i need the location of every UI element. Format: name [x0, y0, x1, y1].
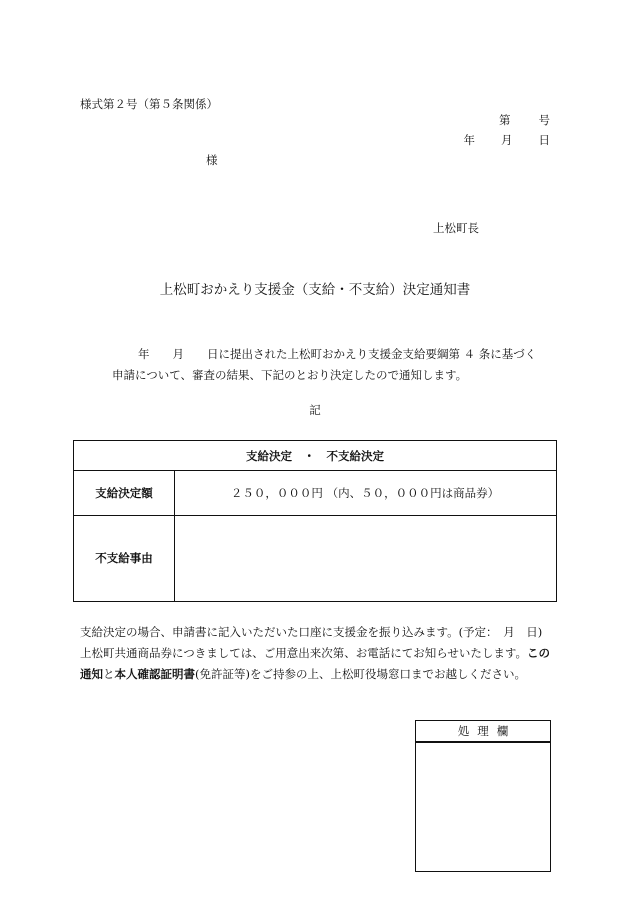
reason-row — [74, 515, 556, 601]
amount-row — [74, 470, 556, 516]
notice-line-2 — [80, 643, 550, 664]
notice-line-2-text: 上松町共通商品券につきましては、ご用意出来次第、お電話にてお知らせいたします。 — [80, 646, 528, 660]
notice-to: と — [103, 667, 115, 681]
amount-label: 支給決定額 — [74, 470, 175, 515]
processing-box-label: 処理欄 — [416, 721, 550, 743]
document-number-prefix: 第 — [499, 113, 511, 127]
notice-line-2-bold: この — [527, 646, 551, 660]
recipient-honorific: 様 — [206, 153, 218, 167]
notice-text — [80, 622, 550, 685]
date-year: 年 — [463, 133, 475, 147]
reason-label: 不支給事由 — [74, 515, 175, 601]
ki-heading: 記 — [309, 403, 321, 417]
document-title: 上松町おかえり支援金（支給・不支給）決定通知書 — [159, 282, 471, 298]
decision-table — [73, 440, 557, 602]
body-text — [112, 344, 536, 386]
notice-line-3-text: (免許証等)をご持参の上、上松町役場窓口までお越しください。 — [195, 667, 526, 681]
body-line-2: 申請について、審査の結果、下記のとおり決定したので通知します。 — [112, 368, 468, 382]
notice-bold-tsuchi: 通知 — [80, 667, 103, 681]
issuer: 上松町長 — [433, 221, 479, 235]
amount-value: ２５０，０００円 （内、５０，０００円は商品券） — [230, 485, 500, 500]
decision-header: 支給決定 ・ 不支給決定 — [74, 441, 556, 471]
notice-line-1: 支給決定の場合、申請書に記入いただいた口座に支援金を振り込みます。(予定： 月 日) — [80, 625, 543, 639]
date-day: 日 — [538, 133, 550, 147]
document-number-suffix: 号 — [538, 113, 550, 127]
document-number — [499, 112, 550, 128]
body-line-1: 年 月 日に提出された上松町おかえり支援金支給要綱第 ４ 条に基づく — [138, 347, 537, 361]
notice-line-3 — [80, 664, 550, 685]
reason-value — [174, 515, 556, 601]
processing-box — [415, 720, 551, 872]
date-month: 月 — [501, 133, 513, 147]
form-number: 様式第２号（第５条関係） — [80, 97, 218, 111]
document-date — [464, 132, 551, 148]
notice-bold-id: 本人確認証明書 — [114, 667, 195, 681]
